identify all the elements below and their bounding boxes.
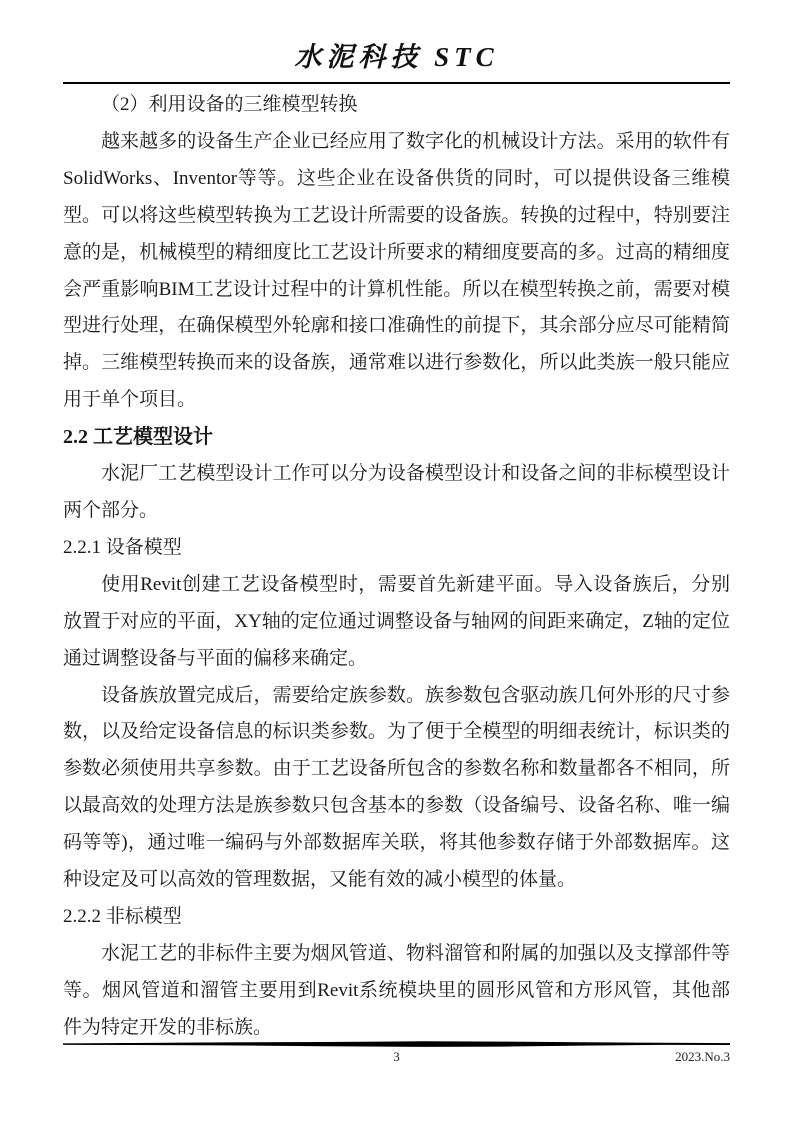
subsection-heading-2-2-2: 2.2.2 非标模型 bbox=[63, 905, 182, 927]
footer-row bbox=[63, 1049, 730, 1067]
article-body bbox=[63, 87, 730, 1047]
paragraph: 使用Revit创建工艺设备模型时，需要首先新建平面。导入设备族后，分别放置于对应的平面，XY轴的定位通过调整设备与轴网的间距来确定，Z轴的定位通过调整设备与平面的偏移来确定。 bbox=[63, 573, 730, 669]
subsection-heading-2-2-1: 2.2.1 设备模型 bbox=[63, 536, 182, 558]
page-footer bbox=[63, 1041, 730, 1067]
issue-number: 2023.No.3 bbox=[675, 1049, 730, 1064]
list-item-2: （2）利用设备的三维模型转换 bbox=[101, 94, 358, 115]
footer-rule bbox=[63, 1041, 730, 1048]
page-number: 3 bbox=[393, 1049, 400, 1064]
section-heading-2-2: 2.2 工艺模型设计 bbox=[63, 426, 213, 449]
header-rule bbox=[63, 82, 730, 84]
paragraph: 设备族放置完成后，需要给定族参数。族参数包含驱动族几何外形的尺寸参数，以及给定设备信息的标识类参数。为了便于全模型的明细表统计，标识类的参数必须使用共享参数。由于工艺设备所包含的参数名称和数量都各不相同，所以最高效的处理方法是族参数只包含基本的参数（设备编号、设备名称、唯一编码等等)，通过唯一编码与外部数据库关联，将其他参数存储于外部数据库。这种设定及可以高效的管理数据，又能有效的减小模型的体量。 bbox=[63, 684, 730, 891]
journal-title: 水泥科技 STC bbox=[294, 42, 499, 72]
paragraph: 水泥厂工艺模型设计工作可以分为设备模型设计和设备之间的非标模型设计两个部分。 bbox=[63, 463, 730, 521]
paragraph: 越来越多的设备生产企业已经应用了数字化的机械设计方法。采用的软件有SolidWorks、Inventor等等。这些企业在设备供货的同时，可以提供设备三维模型。可以将这些模型转换为工艺设计所需要的设备族。转换的过程中，特别要注意的是，机械模型的精细度比工艺设计所要求的精细度要高的多。过高的精细度会严重影响BIM工艺设计过程中的计算机性能。所以在模型转换之前，需要对模型进行处理，在确保模型外轮廓和接口准确性的前提下，其余部分应尽可能精简掉。三维模型转换而来的设备族，通常难以进行参数化，所以此类族一般只能应用于单个项目。 bbox=[63, 130, 730, 411]
paragraph: 水泥工艺的非标件主要为烟风管道、物料溜管和附属的加强以及支撑部件等等。烟风管道和溜管主要用到Revit系统模块里的圆形风管和方形风管，其他部件为特定开发的非标族。 bbox=[63, 942, 730, 1038]
